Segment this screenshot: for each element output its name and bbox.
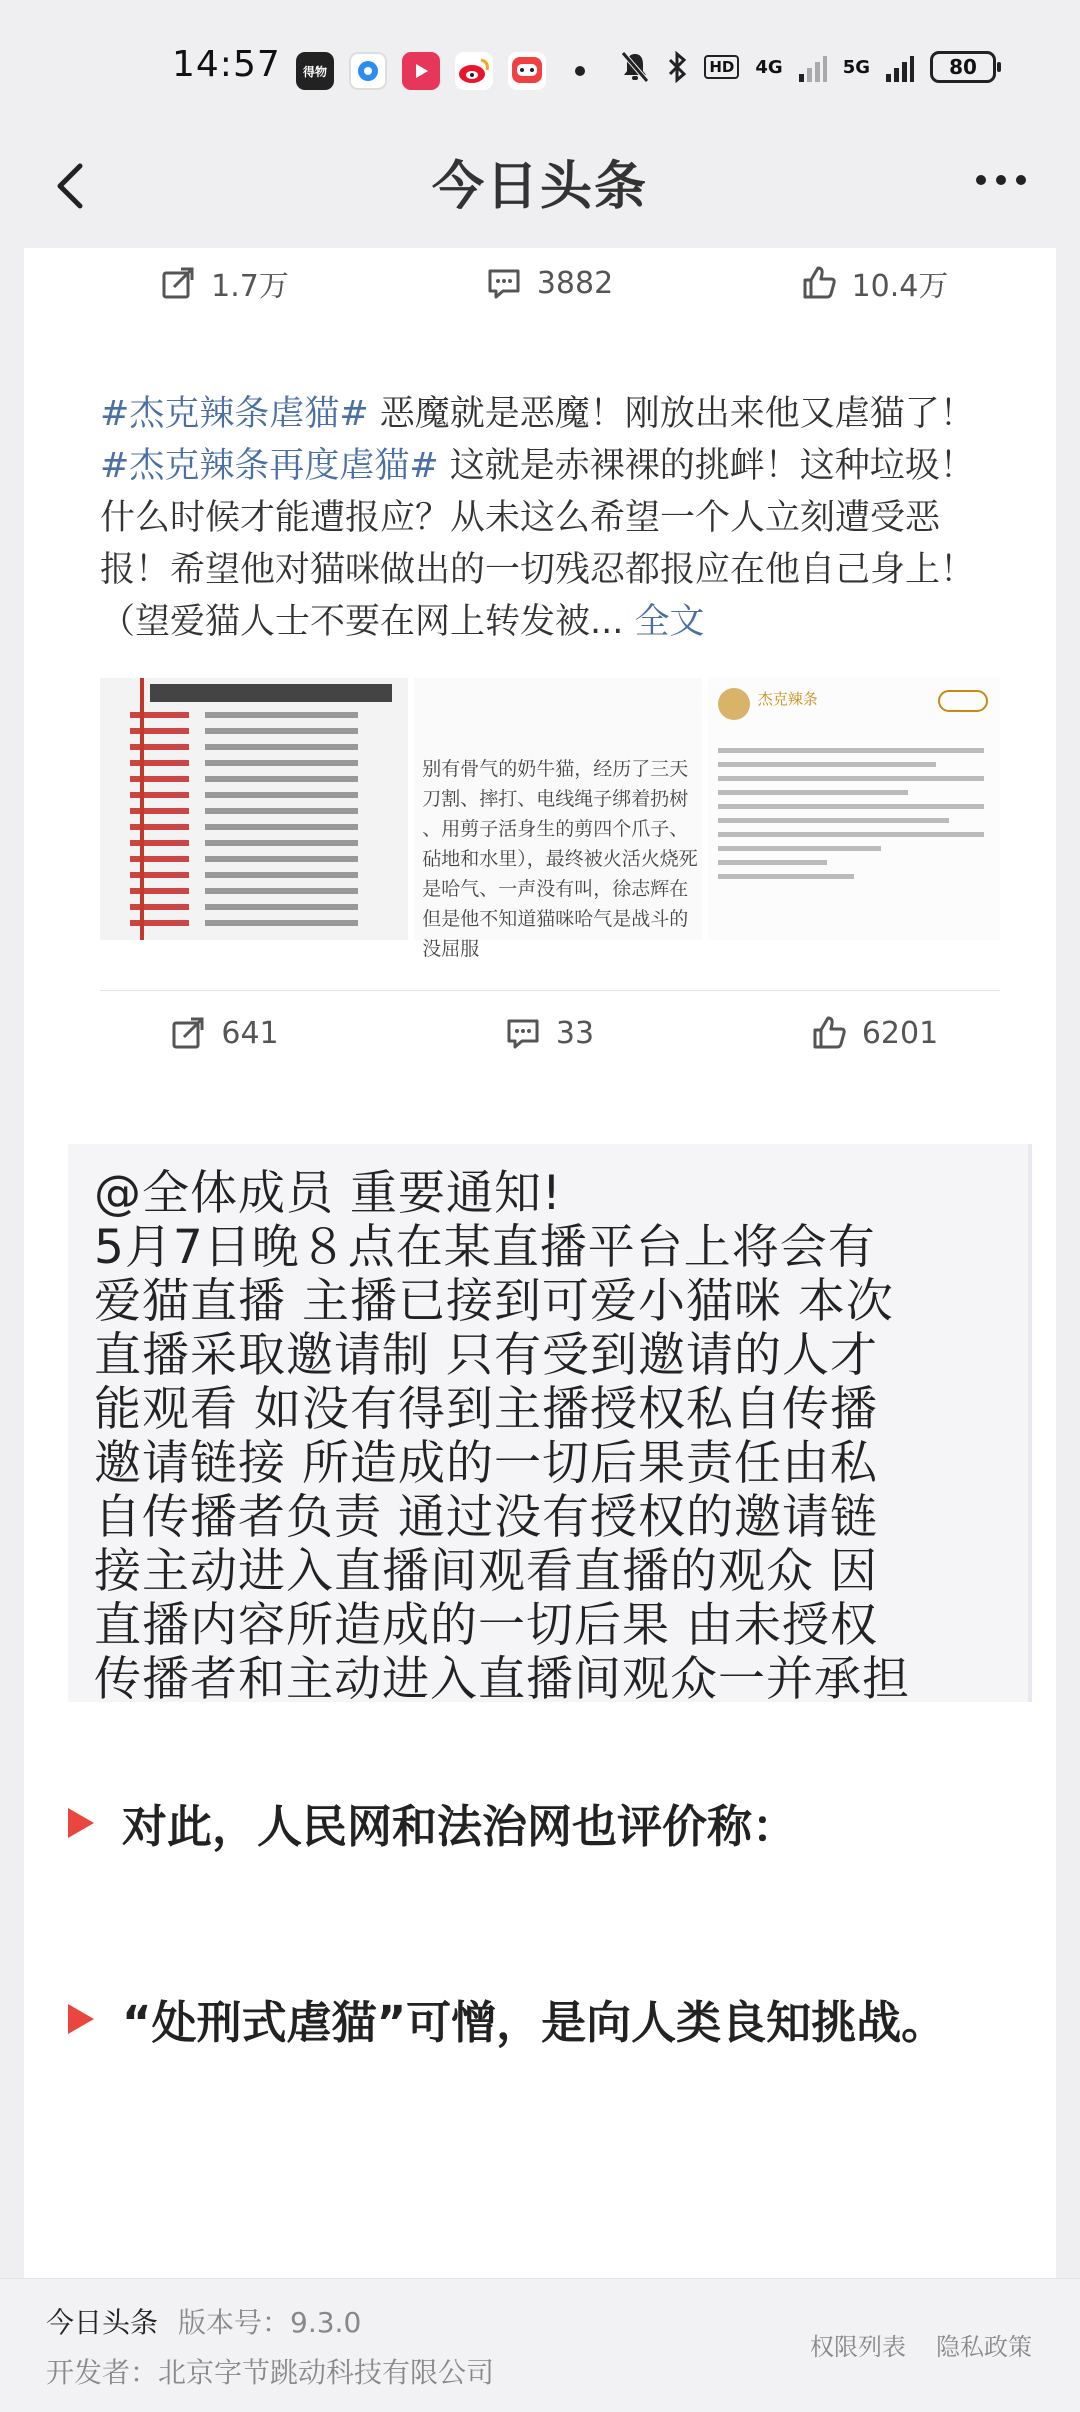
share-icon: [169, 1014, 207, 1052]
article-content: [24, 248, 1056, 2278]
footer-links: [810, 2327, 1032, 2362]
more-notifications-dot-icon: [575, 66, 585, 76]
system-status-icons: [620, 50, 996, 84]
embedded-post-text: [100, 388, 1000, 648]
more-dot-icon: [976, 175, 986, 185]
developer-info: 开发者：北京字节跳动科技有限公司: [46, 2356, 495, 2389]
comment-count[interactable]: [419, 1014, 679, 1052]
signal-5g-label: 5G: [842, 56, 870, 78]
dewu-app-icon: 得物: [296, 52, 334, 90]
full-text-link[interactable]: 全文: [623, 602, 705, 642]
like-count-label: 6201: [861, 1015, 939, 1051]
post-text-segment: 这就是赤裸裸的挑衅！这种垃圾！什么时候才能遭报应？从未这么希望一个人立刻遭受恶报！希望他对猫咪做出的一切残忍都报应在他自己身上！（望爱猫人士不要在网上转发被...: [100, 446, 976, 642]
comment-count-label: 33: [555, 1015, 595, 1051]
weibo-icon: [455, 52, 493, 90]
bullet-triangle-icon: [68, 1808, 94, 1838]
hashtag-link[interactable]: #杰克辣条再度虐猫#: [100, 446, 439, 486]
notice-line: 邀请链接 所造成的一切后果责任由私: [94, 1436, 878, 1491]
post-image-text[interactable]: [414, 678, 702, 960]
battery-level: 80: [949, 55, 977, 79]
bluetooth-icon: [666, 50, 688, 84]
bullet-point: [68, 1790, 797, 1855]
notice-line: 直播内容所造成的一切后果 由未授权: [94, 1598, 878, 1653]
post-stats-top: [94, 248, 1004, 318]
bullet-triangle-icon: [68, 2004, 94, 2034]
more-dot-icon: [996, 175, 1006, 185]
notice-line: 5月7日晚８点在某直播平台上将会有: [94, 1220, 876, 1275]
notice-line: 直播采取邀请制 只有受到邀请的人才: [94, 1328, 878, 1383]
like-count[interactable]: [744, 1014, 1004, 1052]
bullet-text: “处刑式虐猫”可憎，是向人类良知挑战。: [122, 1996, 947, 2049]
hashtag-link[interactable]: #杰克辣条虐猫#: [100, 394, 369, 434]
status-bar: [0, 0, 1080, 140]
post-text-segment: 恶魔就是恶魔！刚放出来他又虐猫了！: [368, 394, 975, 434]
post-stats-bottom: [94, 998, 1004, 1068]
divider: [100, 990, 1000, 991]
app-version: 版本号：9.3.0: [178, 2306, 362, 2339]
share-count-label: 1.7万: [211, 269, 289, 304]
status-time: 14:57: [172, 44, 281, 85]
like-count[interactable]: [744, 261, 1004, 305]
notice-image[interactable]: [68, 1144, 1032, 1707]
notice-line: 接主动进入直播间观看直播的观众 因: [94, 1544, 878, 1599]
like-count-label: 10.4万: [851, 269, 949, 304]
page-title: 今日头条: [431, 157, 648, 217]
share-count[interactable]: [94, 1014, 354, 1052]
signal-bars-5g-icon: [886, 52, 914, 82]
video-app-icon: [402, 52, 440, 90]
avatar: [718, 688, 750, 720]
privacy-policy-link[interactable]: 隐私政策: [936, 2333, 1032, 2361]
signal-bars-icon: [799, 52, 827, 82]
share-count-label: 641: [221, 1015, 279, 1051]
camera-app-icon: [349, 52, 387, 90]
hd-voice-badge: HD: [704, 55, 739, 79]
thumbs-up-icon: [800, 264, 838, 302]
share-count[interactable]: [94, 261, 354, 305]
app-name: 今日头条: [46, 2306, 159, 2339]
comment-count-label: 3882: [536, 265, 614, 301]
toutiao-mascot-icon: [508, 52, 546, 90]
notification-icons: [296, 52, 585, 90]
post-image-grid: [100, 678, 1000, 960]
permissions-link[interactable]: 权限列表: [810, 2333, 906, 2361]
app-info-line: [46, 2301, 361, 2341]
app-info-footer: [0, 2278, 1080, 2412]
comment-icon: [504, 1014, 542, 1052]
thumbs-up-icon: [810, 1014, 848, 1052]
more-dot-icon: [1016, 175, 1026, 185]
share-icon: [159, 264, 197, 302]
image-author-name: 杰克辣条: [757, 690, 818, 708]
post-image-timeline[interactable]: [100, 678, 408, 940]
comment-icon: [485, 264, 523, 302]
image-caption-text: 别有骨气的奶牛猫，经历了三天 刀割、摔打、电线绳子绑着扔树 、用剪子活身生的剪四个爪子、 砧地和水里），最终被火活火烧死 是哈气、一声没有叫，徐志辉在 但是他不知道猫咪哈气是战斗的 没屈服: [422, 758, 698, 960]
post-image-apology-letter[interactable]: [708, 678, 1000, 940]
more-options-button[interactable]: [966, 160, 1036, 200]
bullet-text: 对此，人民网和法治网也评价称：: [122, 1800, 798, 1853]
comment-count[interactable]: [419, 264, 679, 302]
battery-icon: [930, 51, 996, 83]
follow-badge: [938, 690, 988, 712]
notice-line: @全体成员 重要通知!: [94, 1166, 562, 1221]
mute-bell-icon: [620, 50, 650, 84]
top-navigation-bar: [0, 140, 1080, 250]
notice-line: 爱猫直播 主播已接到可爱小猫咪 本次: [94, 1274, 894, 1329]
notice-line: 传播者和主动进入直播间观众一并承担: [94, 1652, 910, 1707]
bullet-point: [68, 1986, 946, 2051]
notice-line: 能观看 如没有得到主播授权私自传播: [94, 1382, 878, 1437]
notice-line: 自传播者负责 通过没有授权的邀请链: [94, 1490, 878, 1545]
signal-4g-label: 4G: [755, 56, 783, 78]
